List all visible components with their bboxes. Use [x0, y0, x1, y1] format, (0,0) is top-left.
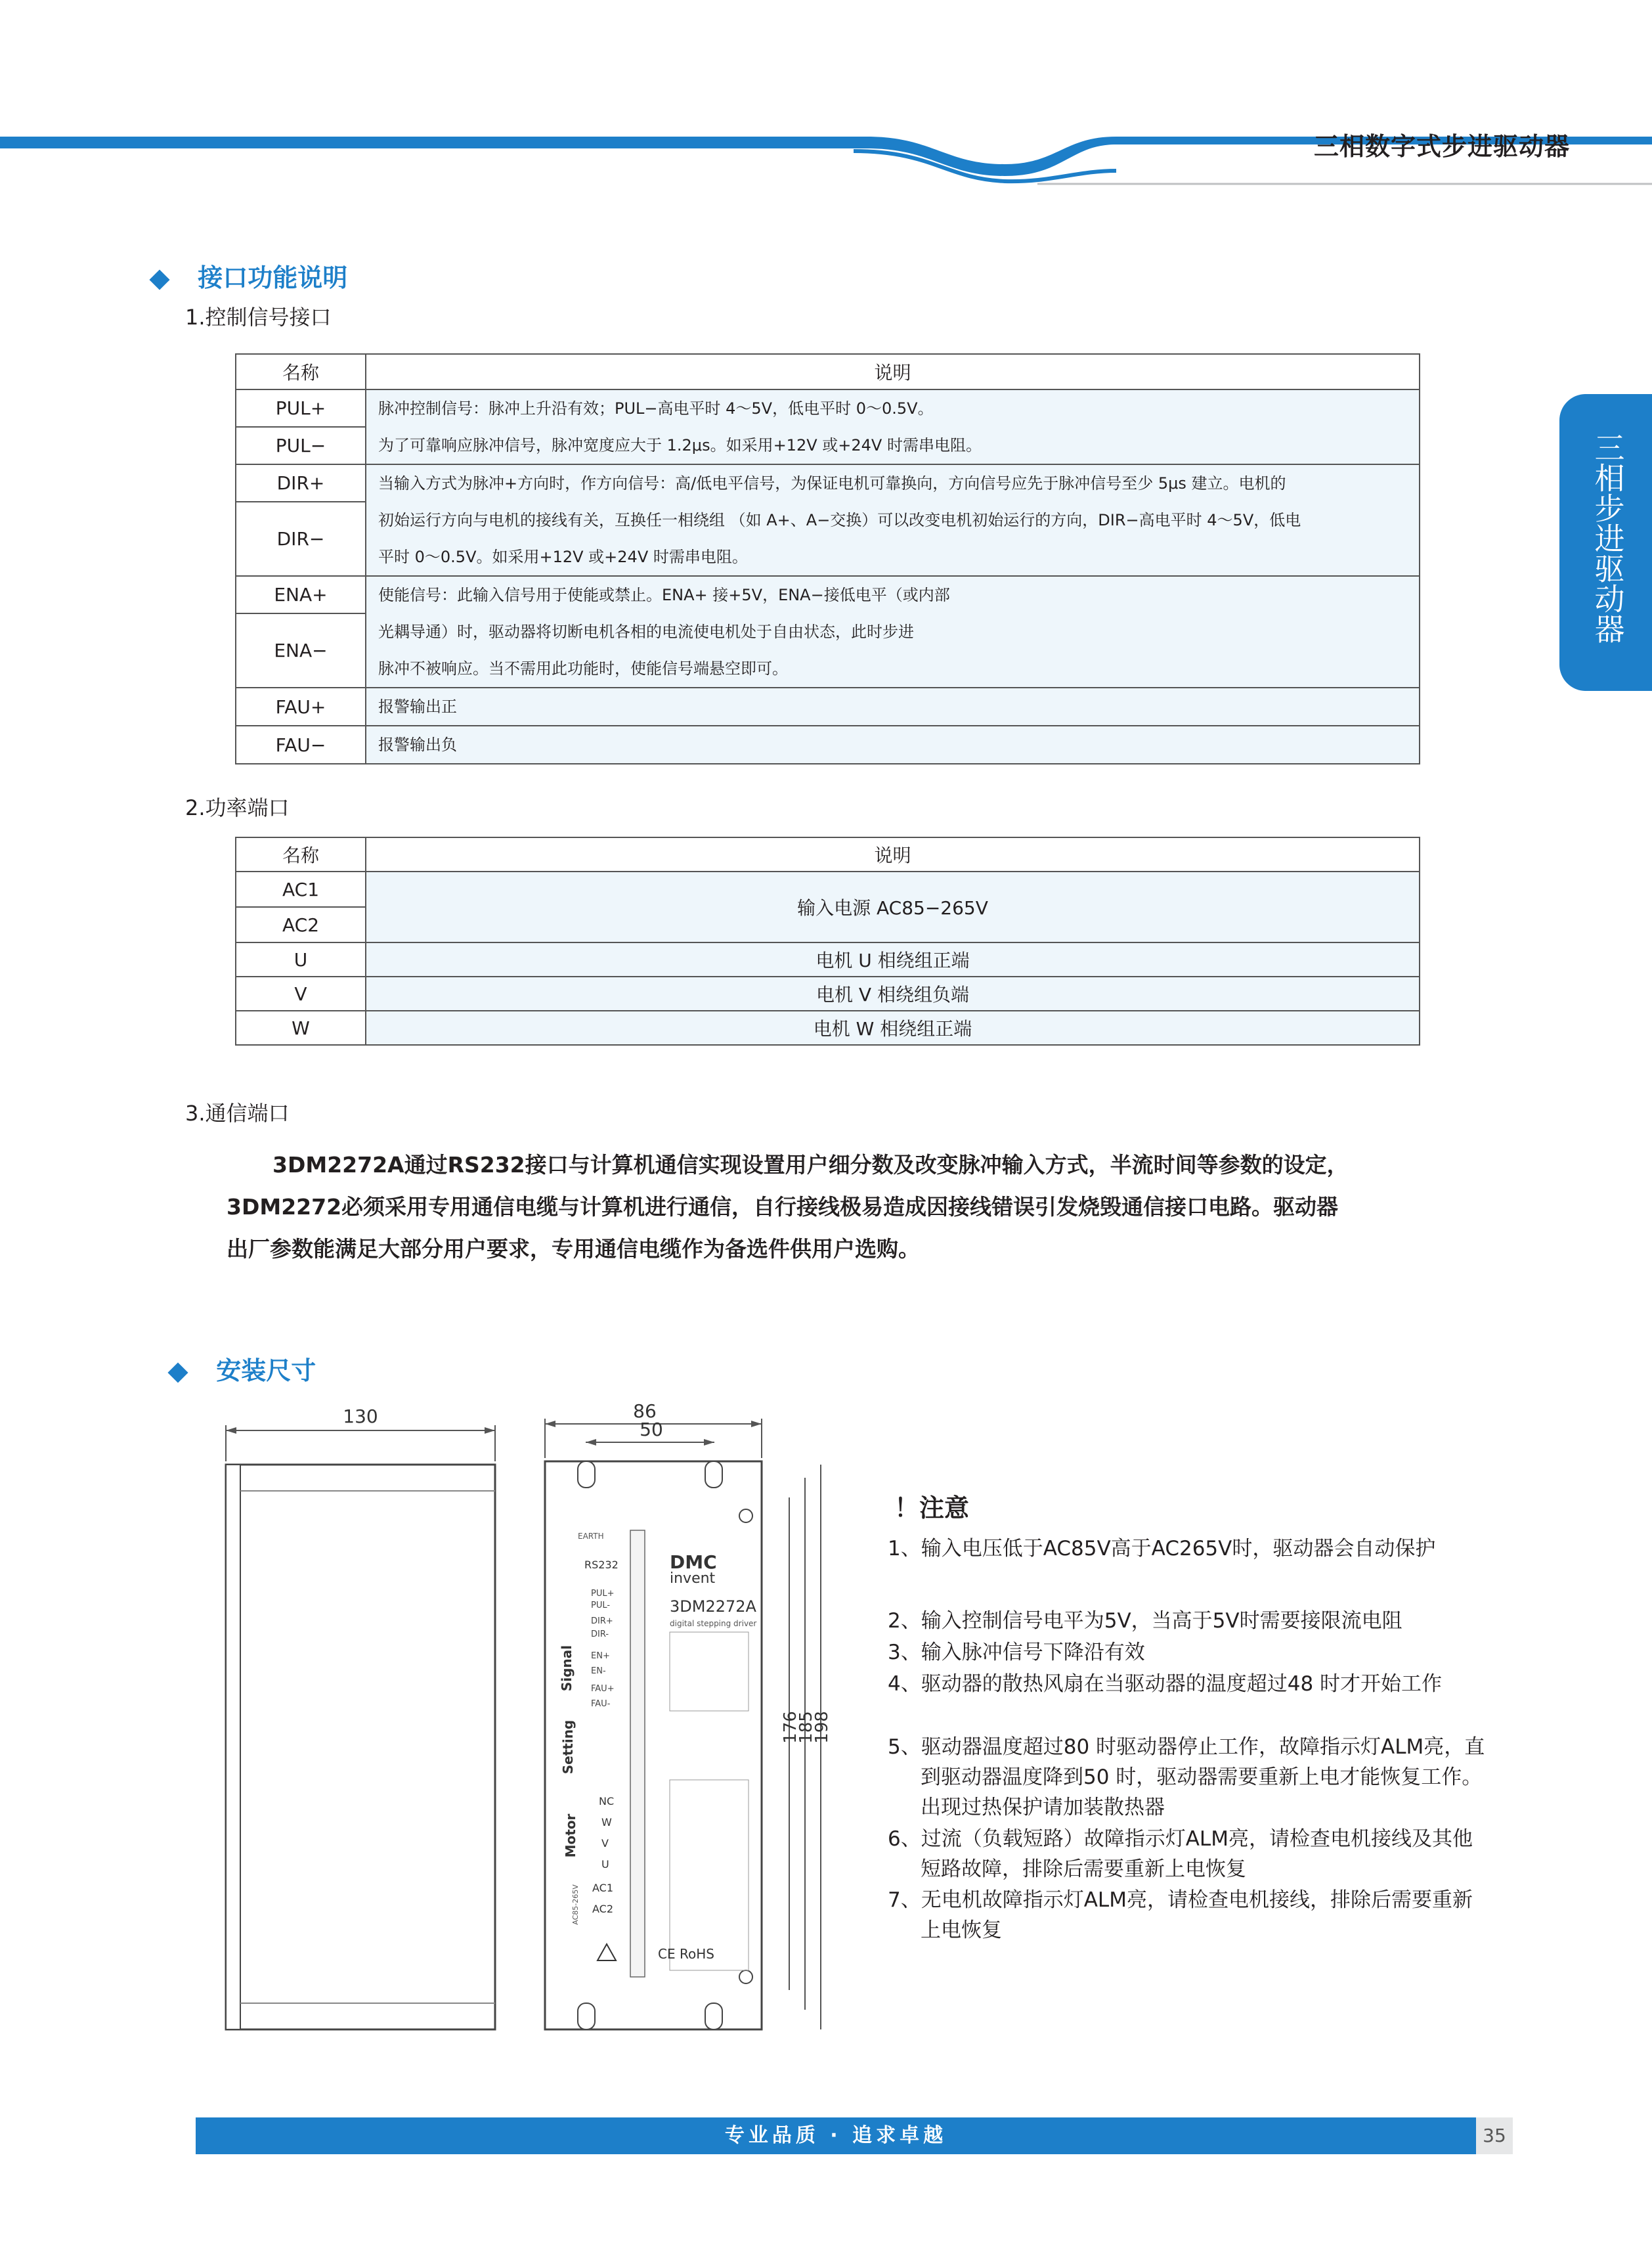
dim-hole-spacing: 50 — [640, 1419, 663, 1440]
cert-label: CE RoHS — [658, 1946, 714, 1962]
device-brand: DMC — [670, 1551, 717, 1573]
power-port-table — [235, 837, 1420, 1046]
note-item: 4、驱动器的散热风扇在当驱动器的温度超过48 时才开始工作 — [888, 1672, 1443, 1696]
header-title: 三相数字式步进驱动器 — [1313, 132, 1570, 161]
pin-desc: 电机 W 相绕组正端 — [366, 1011, 1420, 1045]
side-tab — [1559, 394, 1652, 691]
signal-pin: EN+ — [591, 1651, 610, 1661]
dim-side-width: 130 — [343, 1406, 378, 1427]
pin-name: DIR− — [236, 502, 366, 576]
setting-label: Setting — [560, 1719, 576, 1775]
motor-pin: NC — [599, 1795, 615, 1807]
pin-name: FAU+ — [236, 688, 366, 726]
motor-pin: U — [601, 1858, 609, 1871]
comm-paragraph: 3DM2272A通过RS232接口与计算机通信实现设置用户细分数及改变脉冲输入方式，半流时间等参数的设定， 3DM2272必须采用专用通信电缆与计算机进行通信，自行接线极易造成因接线错误引发烧毁通信接口电路。驱动器 出厂参数能满足大部分用户要求，专用通信电缆作为备选件供用户选购。 — [227, 1152, 1349, 1262]
control-subheading: 1.控制信号接口 — [185, 305, 332, 330]
pin-name: ENA− — [236, 613, 366, 688]
comm-subheading: 3.通信端口 — [185, 1101, 290, 1126]
pin-desc: 报警输出负 — [366, 726, 1420, 764]
motor-pin: W — [601, 1816, 612, 1828]
page-number: 35 — [1476, 2117, 1513, 2154]
signal-pin: PUL+ — [591, 1589, 615, 1599]
device-model-sub: digital stepping driver — [670, 1619, 757, 1628]
diamond-bullet-icon — [149, 269, 169, 290]
diamond-bullet-icon — [167, 1362, 188, 1383]
footer-slogan: 专业品质 · 追求卓越 — [724, 2124, 947, 2147]
notes-title: ！注意 — [894, 1494, 970, 1522]
pin-name: AC2 — [236, 907, 366, 942]
section-install-heading: 安装尺寸 — [171, 1350, 316, 1386]
device-brand-sub: invent — [670, 1570, 716, 1587]
pin-desc: 输入电源 AC85−265V — [366, 872, 1420, 942]
device-model: 3DM2272A — [670, 1597, 756, 1616]
power-subheading: 2.功率端口 — [185, 795, 290, 820]
pin-desc: 电机 U 相绕组正端 — [366, 942, 1420, 977]
front-view-drawing — [538, 1399, 854, 2039]
side-view-drawing — [217, 1399, 512, 2039]
note-item: 1、输入电压低于AC85V高于AC265V时，驱动器会自动保护 — [888, 1537, 1436, 1561]
pin-name: V — [236, 977, 366, 1011]
pin-name: W — [236, 1011, 366, 1045]
pin-desc: 电机 V 相绕组负端 — [366, 977, 1420, 1011]
dim-h3: 198 — [812, 1711, 832, 1744]
svg-text:EARTH: EARTH — [578, 1532, 604, 1541]
signal-pin: DIR- — [591, 1629, 609, 1639]
pin-name: PUL− — [236, 427, 366, 464]
signal-pin: FAU- — [591, 1699, 611, 1709]
dim-h1: 176 — [781, 1711, 800, 1744]
control-signal-table — [235, 353, 1420, 764]
port-rs232: RS232 — [584, 1559, 619, 1571]
dim-h2: 185 — [796, 1711, 816, 1744]
section-interface-heading: 接口功能说明 — [152, 257, 347, 294]
signal-pin: FAU+ — [591, 1684, 615, 1694]
pin-name: AC1 — [236, 872, 366, 907]
signal-pin: PUL- — [591, 1601, 611, 1610]
signal-label: Signal — [559, 1645, 575, 1692]
pin-name: PUL+ — [236, 389, 366, 427]
power-label: AC85-265V — [571, 1884, 580, 1925]
pin-name: ENA+ — [236, 576, 366, 613]
signal-pin: DIR+ — [591, 1616, 613, 1626]
note-item: 6、过流（负载短路）故障指示灯ALM亮，请检查电机接线及其他短路故障，排除后需要重新上电恢复 — [888, 1827, 1473, 1881]
dim-front-width: 86 — [633, 1400, 657, 1422]
pin-desc: 报警输出正 — [366, 688, 1420, 726]
pin-desc: 脉冲控制信号：脉冲上升沿有效；PUL−高电平时 4～5V，低电平时 0～0.5V。 为了可靠响应脉冲信号，脉冲宽度应大于 1.2μs。如采用+12V 或+24V 时需串电阻。 — [366, 389, 1420, 464]
motor-label: Motor — [563, 1813, 578, 1858]
note-item: 5、驱动器温度超过80 时驱动器停止工作，故障指示灯ALM亮，直到驱动器温度降到50 时，驱动器需要重新上电才能恢复工作。出现过热保护请加装散热器 — [888, 1735, 1485, 1819]
motor-pin: AC1 — [592, 1882, 614, 1894]
note-item: 7、无电机故障指示灯ALM亮，请检查电机接线，排除后需要重新上电恢复 — [888, 1888, 1473, 1942]
pin-name: FAU− — [236, 726, 366, 764]
note-item: 2、输入控制信号电平为5V，当高于5V时需要接限流电阻 — [888, 1609, 1402, 1633]
signal-pin: EN- — [591, 1666, 606, 1676]
motor-pin: AC2 — [592, 1903, 614, 1915]
pin-name: DIR+ — [236, 464, 366, 502]
table-header-name: 名称 — [236, 837, 366, 872]
table-header-desc: 说明 — [366, 354, 1420, 389]
motor-pin: V — [601, 1837, 609, 1849]
pin-name: U — [236, 942, 366, 977]
pin-desc: 当输入方式为脉冲+方向时，作方向信号：高/低电平信号，为保证电机可靠换向，方向信号应先于脉冲信号至少 5μs 建立。电机的 初始运行方向与电机的接线有关，互换任一相绕组 （如 A+、A−交换）可以改变电机初始运行的方向，DIR−高电平时 4～5V，低电 平时 0～0.5V。如采用+12V 或+24V 时需串电阻。 — [366, 464, 1420, 576]
table-header-desc: 说明 — [366, 837, 1420, 872]
note-item: 3、输入脉冲信号下降沿有效 — [888, 1641, 1145, 1664]
pin-desc: 使能信号：此输入信号用于使能或禁止。ENA+ 接+5V，ENA−接低电平（或内部 光耦导通）时，驱动器将切断电机各相的电流使电机处于自由状态，此时步进 脉冲不被响应。当不需用此功能时，使能信号端悬空即可。 — [366, 576, 1420, 688]
side-tab-label: 三相步进驱动器 — [1590, 432, 1626, 644]
table-header-name: 名称 — [236, 354, 366, 389]
